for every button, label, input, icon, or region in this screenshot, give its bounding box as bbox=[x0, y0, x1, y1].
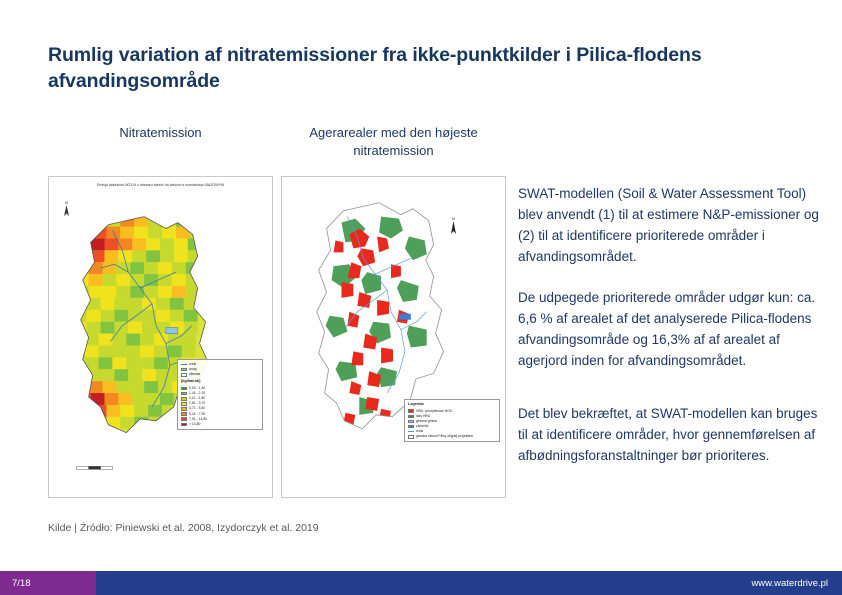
legend-class-label: 7,91 - 14,80 bbox=[189, 416, 208, 421]
map-left-legend bbox=[177, 359, 263, 430]
legend-class-label: 2,11 - 2,80 bbox=[189, 396, 205, 401]
legend-class-label: 1,41 - 2,10 bbox=[189, 391, 206, 396]
legend-class-label: 0,00 - 1,40 bbox=[189, 386, 206, 391]
column-heading-right: Agerarealer med den højeste nitratemission bbox=[309, 125, 478, 158]
legend-item-label: rzeki bbox=[189, 362, 197, 366]
map-right-graphic bbox=[282, 177, 505, 496]
body-paragraph-1: SWAT-modellen (Soil & Water Assessment Tool) blev anvendt (1) til at estimere N&P-emissioner og (2) til at identificere prioriterede områder i afvandingsområdet. bbox=[518, 186, 819, 264]
north-arrow-icon bbox=[63, 201, 70, 219]
map-priority-agricultural-areas bbox=[281, 176, 506, 498]
map-right-legend bbox=[404, 399, 500, 442]
column-heading-left: Nitratemission bbox=[119, 125, 202, 140]
north-arrow-icon bbox=[450, 217, 457, 237]
legend-item-label: granica zlewni Pilicy objętej projektem bbox=[416, 434, 474, 439]
footer-website[interactable]: www.waterdrive.pl bbox=[96, 571, 842, 595]
body-paragraph-2: De udpegede prioriterede områder udgør kun: ca. 6,6 % af arealet af det analyserede Pilica-flodens afvandingsområde og 16,3% af af arealet af agerjord inden for afvandingsområdet. bbox=[518, 290, 816, 368]
north-label: N bbox=[65, 200, 68, 205]
slide-footer bbox=[0, 571, 842, 595]
north-label: N bbox=[452, 216, 455, 221]
source-credit: Kilde | Źródło: Piniewski et al. 2008, Izydorczyk et al. 2019 bbox=[48, 522, 319, 534]
legend-item-label: lasy HRU bbox=[416, 413, 431, 418]
map-left-graphic bbox=[49, 177, 272, 496]
legend-title: Legenda bbox=[408, 402, 424, 406]
legend-item-label: wody bbox=[189, 367, 197, 372]
page-title: Rumlig variation af nitratemissioner fra ikke-punktkilder i Pilica-flodens afvandingsområde bbox=[48, 44, 702, 93]
body-paragraph-3: Det blev bekræftet, at SWAT-modellen kan bruges til at identificere områder, hvor gennemførelsen af afbødningsforanstaltninger bør prioriteres. bbox=[518, 406, 818, 463]
legend-scale-title: [kg/ha/rok] bbox=[181, 379, 201, 384]
map-left-caption: Emisja ładunków NO3-N z obszaru zlewni do cieków w scenariuszu BAZOWYM bbox=[96, 183, 225, 187]
legend-item-label: zbiorniki bbox=[416, 424, 429, 429]
legend-item-label: HRU, priorytetowe NO3 bbox=[416, 408, 452, 413]
legend-class-label: 2,81 - 3,70 bbox=[189, 401, 206, 406]
legend-class-label: > 14,80 bbox=[189, 421, 201, 426]
legend-class-label: 5,41 - 7,90 bbox=[189, 411, 206, 416]
legend-class-label: 3,71 - 5,40 bbox=[189, 406, 206, 411]
legend-item-label: zlewnia bbox=[189, 372, 201, 377]
page-number: 7/18 bbox=[0, 571, 96, 595]
legend-item-label: główna gmina bbox=[416, 418, 437, 423]
legend-item-label: rzeki bbox=[416, 429, 424, 434]
map-nitrate-emission bbox=[48, 176, 273, 498]
